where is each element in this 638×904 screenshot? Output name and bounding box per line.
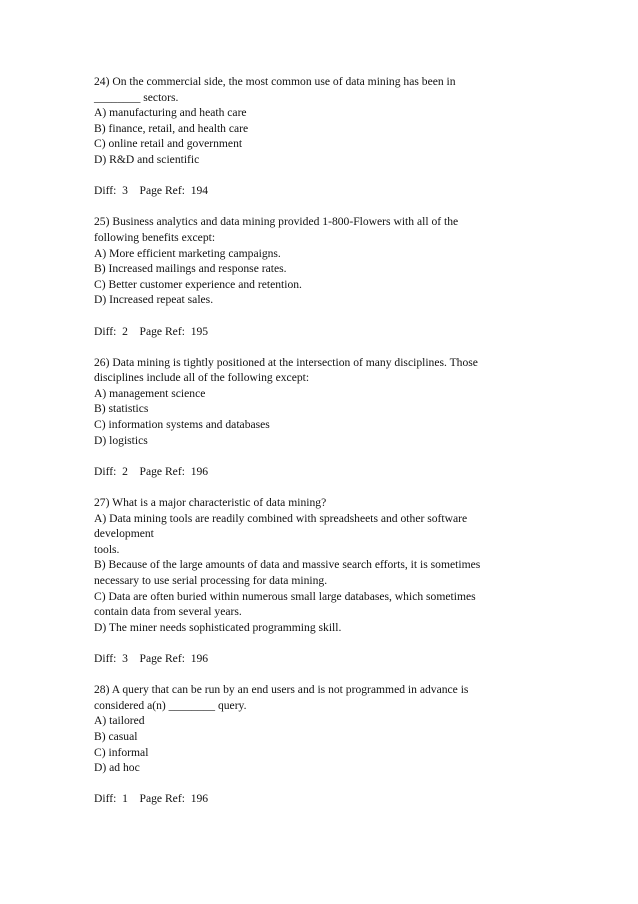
answer-option-a: A) More efficient marketing campaigns. <box>94 246 281 260</box>
answer-option-c: C) online retail and government <box>94 137 243 151</box>
answer-option-c: C) informal <box>94 745 149 759</box>
answer-option-d: D) The miner needs sophisticated programming skill. <box>94 620 342 634</box>
question-meta: Diff: 2 Page Ref: 196 <box>94 464 209 478</box>
answer-option-b: B) Increased mailings and response rates. <box>94 262 287 276</box>
question-meta: Diff: 2 Page Ref: 195 <box>94 324 209 338</box>
question-text: 28) A query that can be run by an end users and is not programmed in advance is <box>94 683 469 697</box>
question-text: 24) On the commercial side, the most common use of data mining has been in <box>94 75 456 88</box>
answer-option-b: B) Because of the large amounts of data and massive search efforts, it is sometimes <box>94 558 481 572</box>
answer-option-b: B) finance, retail, and health care <box>94 121 249 135</box>
answer-option-a: A) management science <box>94 386 206 400</box>
answer-option-b: B) statistics <box>94 402 149 416</box>
question-text: 27) What is a major characteristic of data mining? <box>94 496 327 510</box>
question-text: 25) Business analytics and data mining provided 1-800-Flowers with all of the <box>94 215 459 229</box>
question-meta: Diff: 3 Page Ref: 194 <box>94 184 209 198</box>
answer-option-a-continued: development <box>94 527 154 541</box>
answer-option-c: C) Better customer experience and retention. <box>94 277 302 291</box>
answer-option-d: D) logistics <box>94 433 148 447</box>
question-25 <box>94 214 564 339</box>
question-text: ________ sectors. <box>94 90 179 104</box>
question-meta: Diff: 1 Page Ref: 196 <box>94 792 209 806</box>
answer-option-c: C) Data are often buried within numerous small large databases, which sometimes <box>94 589 476 603</box>
answer-option-a: A) Data mining tools are readily combined with spreadsheets and other software <box>94 511 468 525</box>
question-text: following benefits except: <box>94 230 216 244</box>
answer-option-c-continued: contain data from several years. <box>94 605 242 619</box>
question-text: disciplines include all of the following except: <box>94 371 310 385</box>
document-page <box>94 74 564 823</box>
question-28 <box>94 682 564 807</box>
answer-option-c: C) information systems and databases <box>94 418 270 432</box>
question-27 <box>94 495 564 667</box>
question-meta: Diff: 3 Page Ref: 196 <box>94 651 209 665</box>
question-text: considered a(n) ________ query. <box>94 698 247 712</box>
question-24 <box>94 74 564 199</box>
answer-option-a: A) tailored <box>94 714 145 728</box>
answer-option-b: B) casual <box>94 729 138 743</box>
answer-option-b-continued: necessary to use serial processing for data mining. <box>94 574 328 587</box>
answer-option-a: A) manufacturing and heath care <box>94 106 247 120</box>
question-26 <box>94 355 564 480</box>
answer-option-a-continued: tools. <box>94 542 120 556</box>
answer-option-d: D) R&D and scientific <box>94 152 200 166</box>
answer-option-d: D) Increased repeat sales. <box>94 293 214 307</box>
question-text: 26) Data mining is tightly positioned at the intersection of many disciplines. Those <box>94 355 478 369</box>
answer-option-d: D) ad hoc <box>94 761 140 775</box>
